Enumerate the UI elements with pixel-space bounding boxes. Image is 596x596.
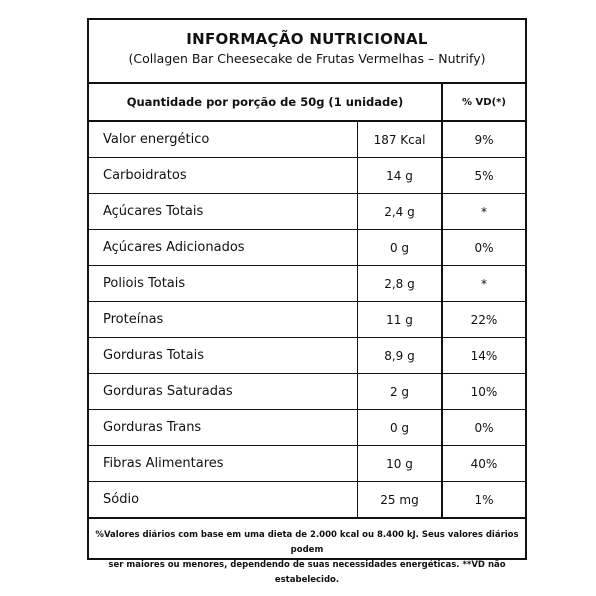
portion-row [89,84,525,122]
nutrient-row [89,122,525,158]
nutrient-vd: 14% [470,348,498,363]
nutrient-amount: 11 g [358,302,443,337]
nutrient-amount: 0 g [358,410,443,445]
product-subtitle: (Collagen Bar Cheesecake de Frutas Vermelhas – Nutrify) [128,51,486,66]
footnote-line: %Valores diários com base em uma dieta de 2.000 kcal ou 8.400 kJ. Seus valores diários podem [95,530,519,555]
nutrient-row [89,410,525,446]
nutrient-vd: 10% [470,384,498,399]
nutrient-row [89,482,525,519]
nutrient-vd: * [481,204,487,219]
nutrient-amount: 14 g [358,158,443,193]
nutrient-vd: 0% [474,420,494,435]
nutrient-name: Valor energético [89,122,358,157]
nutrient-name: Carboidratos [89,158,358,193]
nutrient-amount: 10 g [358,446,443,481]
nutrient-amount: 2,8 g [358,266,443,301]
vd-header: % VD(*) [462,96,506,108]
label-title: INFORMAÇÃO NUTRICIONAL [186,30,428,48]
nutrient-amount: 0 g [358,230,443,265]
nutrient-row [89,374,525,410]
nutrient-row [89,158,525,194]
nutrient-row [89,230,525,266]
nutrient-vd: * [481,276,487,291]
nutrient-row [89,338,525,374]
nutrient-row [89,194,525,230]
nutrient-amount: 187 Kcal [358,122,443,157]
nutrient-name: Sódio [89,482,358,517]
nutrient-amount: 2,4 g [358,194,443,229]
portion-label: Quantidade por porção de 50g (1 unidade) [89,84,443,120]
nutrient-amount: 25 mg [358,482,443,517]
nutrient-amount: 2 g [358,374,443,409]
nutrient-name: Fibras Alimentares [89,446,358,481]
nutrient-vd: 22% [470,312,498,327]
nutrient-name: Gorduras Totais [89,338,358,373]
label-header [89,20,525,84]
footnote-line: ser maiores ou menores, dependendo de suas necessidades energéticas. **VD não estabelecido. [108,559,506,585]
nutrient-vd: 1% [474,492,494,507]
nutrient-name: Proteínas [89,302,358,337]
nutrient-amount: 8,9 g [358,338,443,373]
nutrient-vd: 9% [474,132,494,147]
nutrient-table [89,122,525,519]
nutrient-name: Poliois Totais [89,266,358,301]
nutrient-vd: 5% [474,168,494,183]
footnote [89,519,525,588]
nutrient-row [89,446,525,482]
nutrient-name: Gorduras Saturadas [89,374,358,409]
nutrition-facts-label [87,18,527,585]
nutrient-row [89,266,525,302]
nutrient-name: Açúcares Totais [89,194,358,229]
nutrient-row [89,302,525,338]
nutrient-name: Açúcares Adicionados [89,230,358,265]
nutrient-vd: 0% [474,240,494,255]
nutrient-name: Gorduras Trans [89,410,358,445]
nutrient-vd: 40% [470,456,498,471]
